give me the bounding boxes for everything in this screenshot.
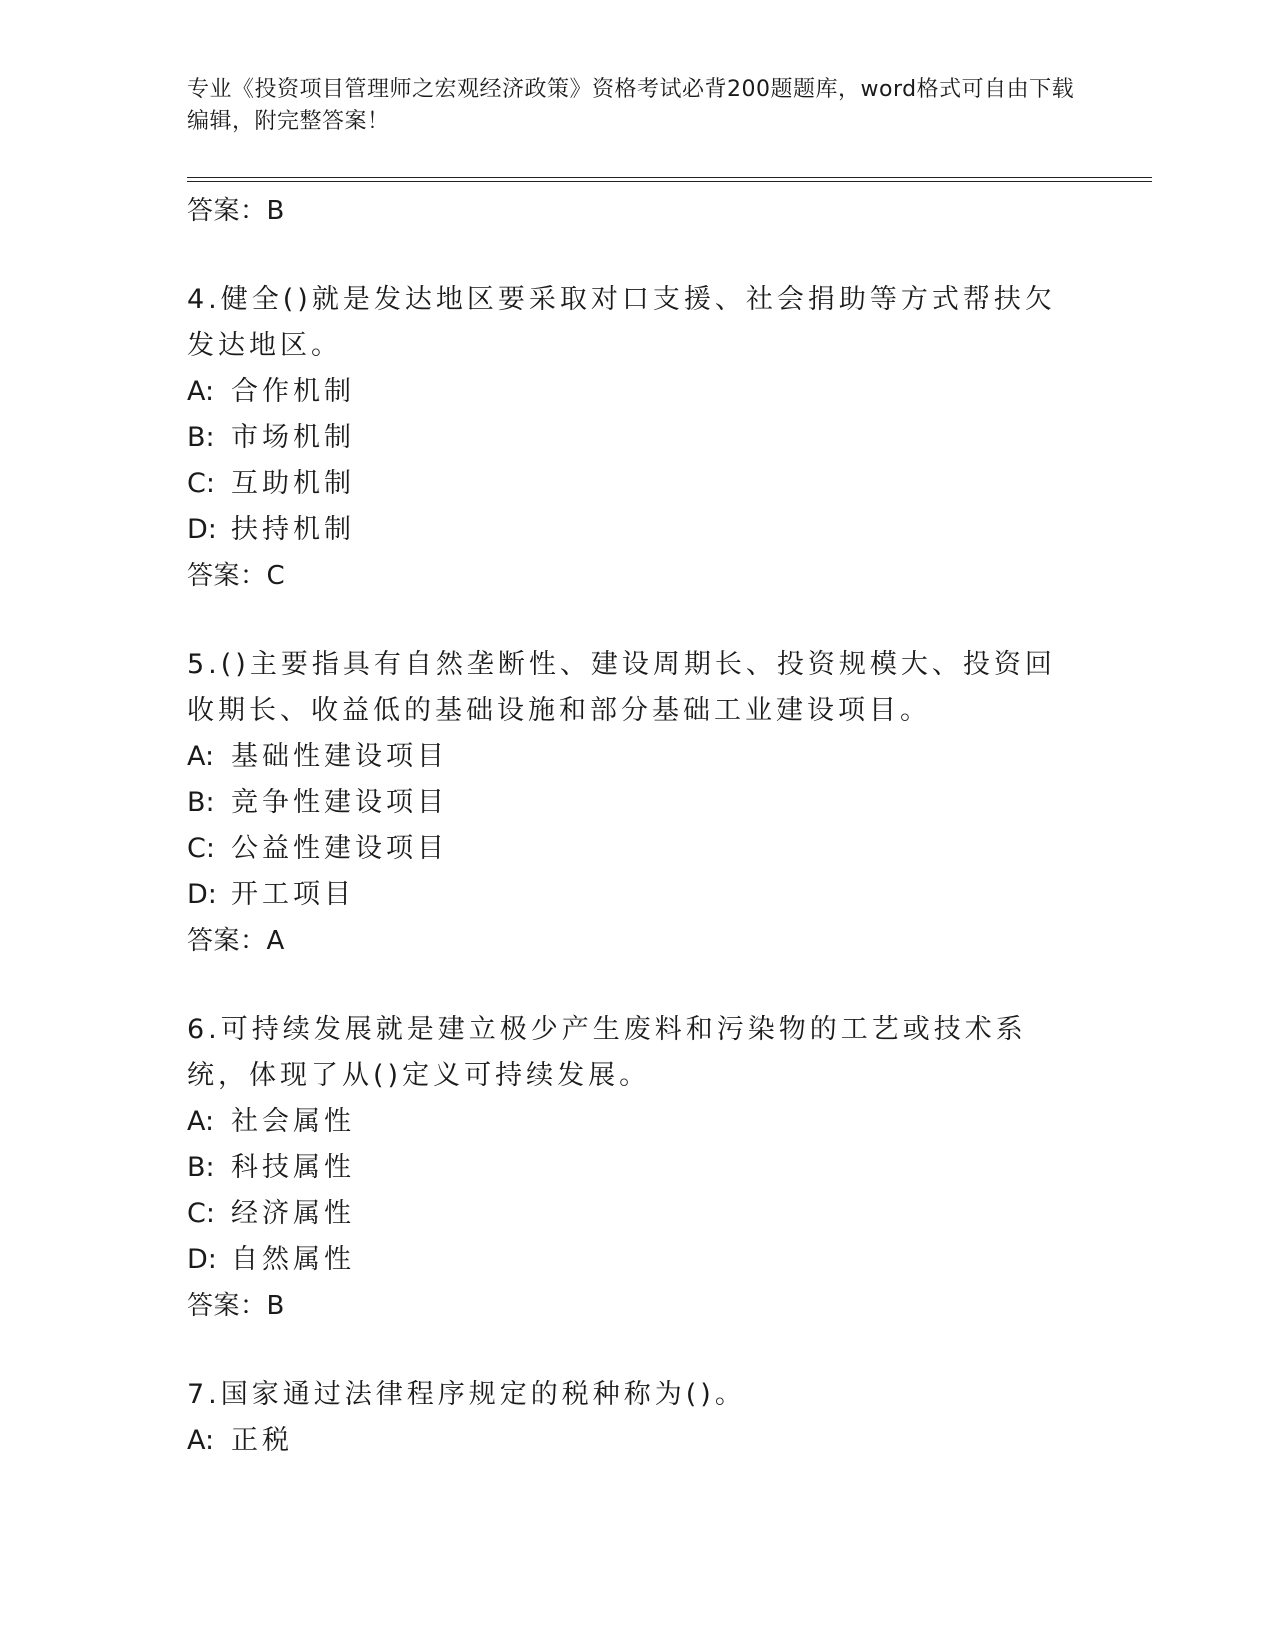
option-text: 自然属性	[231, 1244, 355, 1275]
option-key: A:	[187, 376, 215, 407]
option-key: C:	[187, 833, 215, 864]
option-key: B:	[187, 1152, 215, 1183]
option-c	[187, 1191, 1067, 1237]
option-key: A:	[187, 1106, 215, 1137]
question-stem: 5.()主要指具有自然垄断性、建设周期长、投资规模大、投资回收期长、收益低的基础设施和部分基础工业建设项目。	[187, 649, 1056, 726]
question-4	[187, 277, 1067, 599]
previous-answer: 答案：B	[187, 196, 285, 226]
option-key: D:	[187, 879, 217, 910]
question-6	[187, 1007, 1067, 1329]
question-7	[187, 1372, 1067, 1464]
option-b	[187, 415, 1067, 461]
option-a	[187, 1099, 1067, 1145]
spacer	[187, 599, 1067, 642]
option-key: B:	[187, 787, 215, 818]
option-text: 社会属性	[231, 1106, 355, 1137]
question-stem: 7.国家通过法律程序规定的税种称为()。	[187, 1379, 746, 1410]
option-text: 市场机制	[231, 422, 355, 453]
option-text: 基础性建设项目	[231, 741, 448, 772]
option-a	[187, 734, 1067, 780]
option-key: C:	[187, 468, 215, 499]
question-stem: 6.可持续发展就是建立极少产生废料和污染物的工艺或技术系统，体现了从()定义可持续发展。	[187, 1014, 1027, 1091]
option-a	[187, 1418, 1067, 1464]
option-text: 公益性建设项目	[231, 833, 448, 864]
option-text: 竞争性建设项目	[231, 787, 448, 818]
option-c	[187, 826, 1067, 872]
spacer	[187, 1329, 1067, 1372]
option-a	[187, 369, 1067, 415]
answer: 答案：A	[187, 926, 285, 956]
option-text: 经济属性	[231, 1198, 355, 1229]
option-key: A:	[187, 1425, 215, 1456]
option-key: A:	[187, 741, 215, 772]
option-text: 科技属性	[231, 1152, 355, 1183]
option-text: 互助机制	[231, 468, 355, 499]
option-text: 正税	[231, 1425, 293, 1456]
answer: 答案：B	[187, 1291, 285, 1321]
option-text: 合作机制	[231, 376, 355, 407]
header-rule	[187, 177, 1152, 182]
option-text: 开工项目	[231, 879, 355, 910]
answer: 答案：C	[187, 561, 286, 591]
option-key: B:	[187, 422, 215, 453]
option-d	[187, 507, 1067, 553]
document-content	[187, 188, 1067, 1464]
option-key: C:	[187, 1198, 215, 1229]
option-d	[187, 872, 1067, 918]
option-key: D:	[187, 1244, 217, 1275]
option-b	[187, 1145, 1067, 1191]
question-5	[187, 642, 1067, 964]
question-stem: 4.健全()就是发达地区要采取对口支援、社会捐助等方式帮扶欠发达地区。	[187, 284, 1056, 361]
option-b	[187, 780, 1067, 826]
spacer	[187, 964, 1067, 1007]
page-header: 专业《投资项目管理师之宏观经济政策》资格考试必背200题题库，word格式可自由下载编辑，附完整答案！	[187, 77, 1075, 134]
option-key: D:	[187, 514, 217, 545]
option-c	[187, 461, 1067, 507]
spacer	[187, 234, 1067, 277]
option-text: 扶持机制	[231, 514, 355, 545]
option-d	[187, 1237, 1067, 1283]
